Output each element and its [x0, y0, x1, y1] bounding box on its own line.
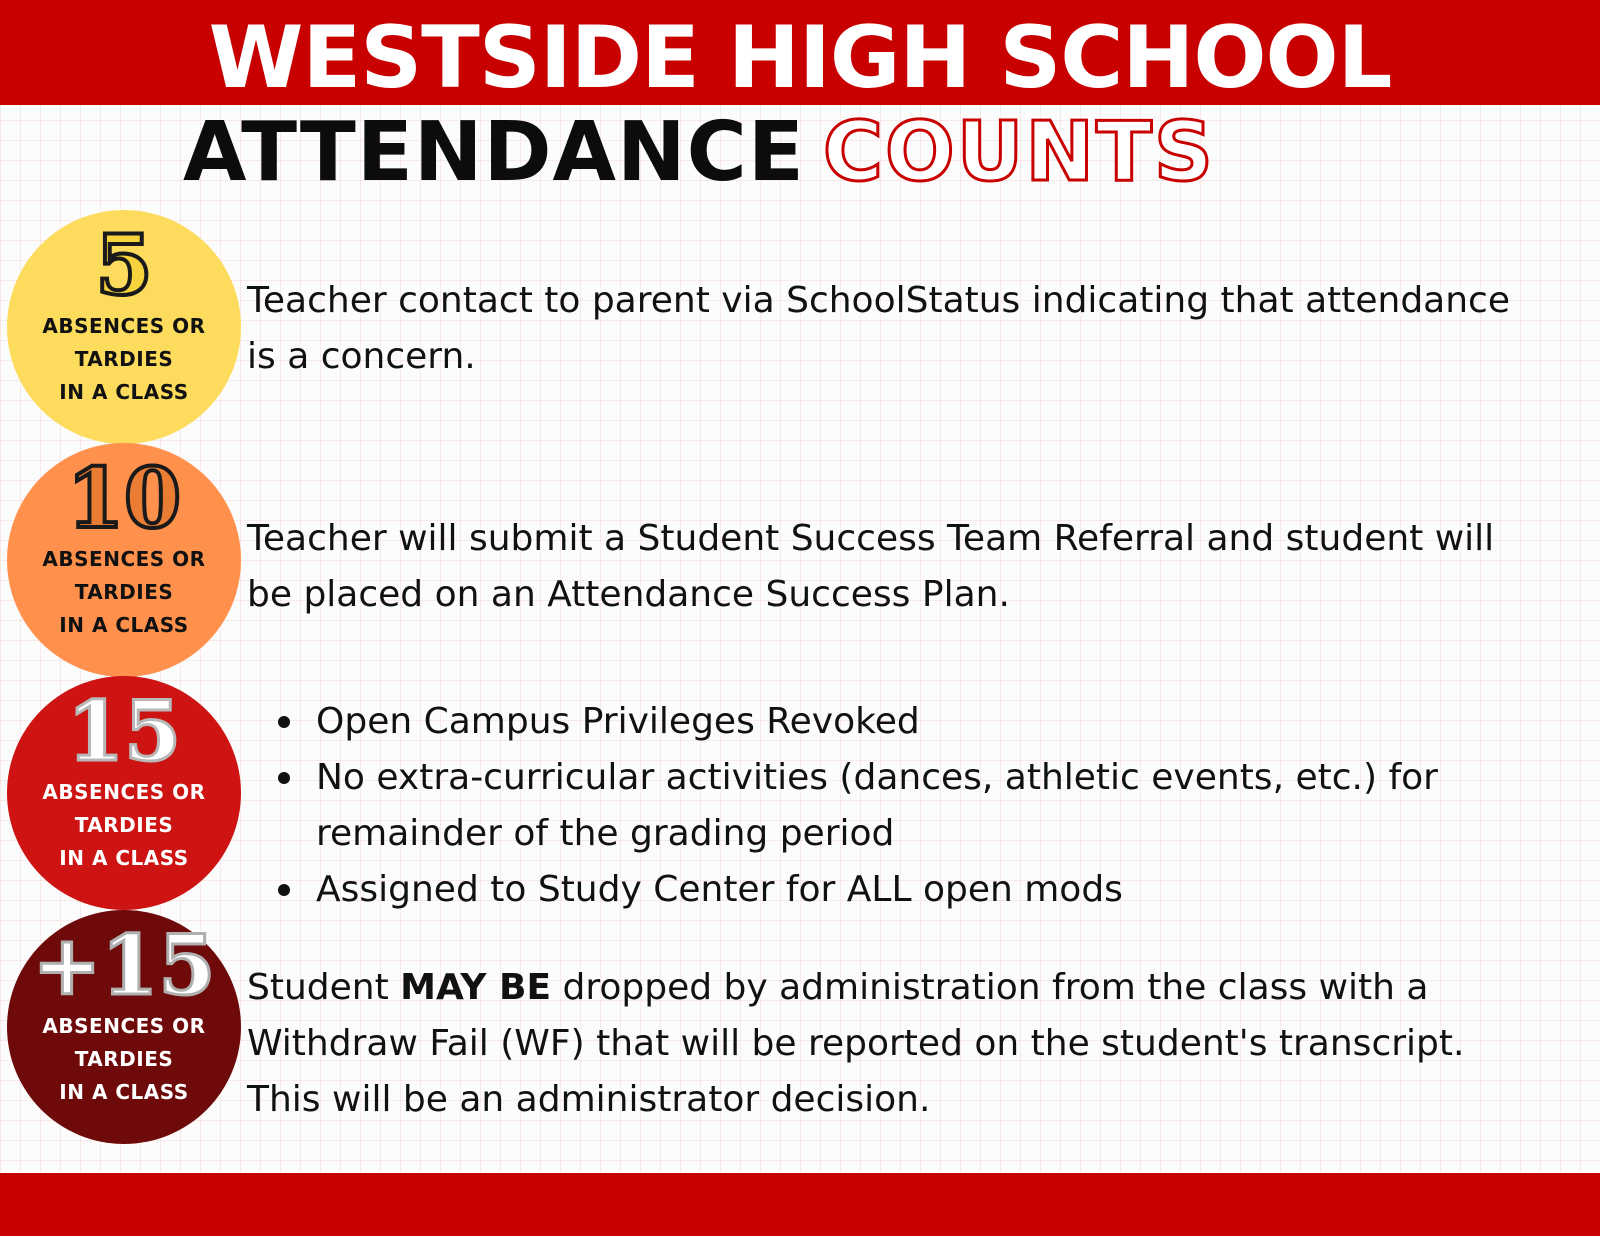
tier-label-line2: TARDIES: [74, 813, 174, 837]
tier-label-line2: TARDIES: [74, 347, 174, 371]
bullet-item: No extra-curricular activities (dances, athletic events, etc.) for remainder of the grading period: [270, 750, 1560, 862]
tier-badge-15: [7, 676, 241, 910]
tier-badge-plus-15: [7, 910, 241, 1144]
tier-number: 10: [66, 451, 182, 547]
bullet-dot-icon: [278, 772, 290, 784]
school-title: WESTSIDE HIGH SCHOOL: [208, 8, 1392, 108]
headline-counts: COUNTS: [822, 105, 1215, 200]
bullet-dot-icon: [278, 884, 290, 896]
tier-label-line1: ABSENCES OR: [42, 547, 206, 571]
tier-label-line1: ABSENCES OR: [42, 1014, 206, 1038]
headline-attendance: ATTENDANCE: [183, 105, 805, 200]
tier-badge-5: [7, 210, 241, 444]
tier-number: +15: [32, 918, 216, 1014]
tier-description-10: Teacher will submit a Student Success Team Referral and student will be placed on an Attendance Success Plan.: [247, 518, 1495, 615]
bullet-item: Assigned to Study Center for ALL open mods: [270, 862, 1560, 918]
tier-label-line3: IN A CLASS: [59, 1080, 189, 1104]
headline: [183, 105, 1215, 200]
tier-label-line3: IN A CLASS: [59, 846, 189, 870]
emphasis-may-be: MAY BE: [400, 967, 552, 1008]
tier-number: 5: [95, 218, 153, 314]
tier-label-line2: TARDIES: [74, 1047, 174, 1071]
bullet-dot-icon: [278, 716, 290, 728]
bullet-item: Open Campus Privileges Revoked: [270, 694, 1560, 750]
tier-description-plus-15: Student MAY BE dropped by administration from the class with a Withdraw Fail (WF) that will be reported on the student's transcript. This will be an administrator decision.: [247, 967, 1465, 1120]
tier-label-line3: IN A CLASS: [59, 380, 189, 404]
tier-label-line2: TARDIES: [74, 580, 174, 604]
tier-badge-10: [7, 443, 241, 677]
footer-band: [0, 1173, 1600, 1236]
tier-number: 15: [66, 684, 182, 780]
tier-consequences-15: [270, 694, 1560, 918]
tier-label-line3: IN A CLASS: [59, 613, 189, 637]
tier-description-5: Teacher contact to parent via SchoolStatus indicating that attendance is a concern.: [247, 280, 1510, 377]
tier-label-line1: ABSENCES OR: [42, 780, 206, 804]
tier-label-line1: ABSENCES OR: [42, 314, 206, 338]
